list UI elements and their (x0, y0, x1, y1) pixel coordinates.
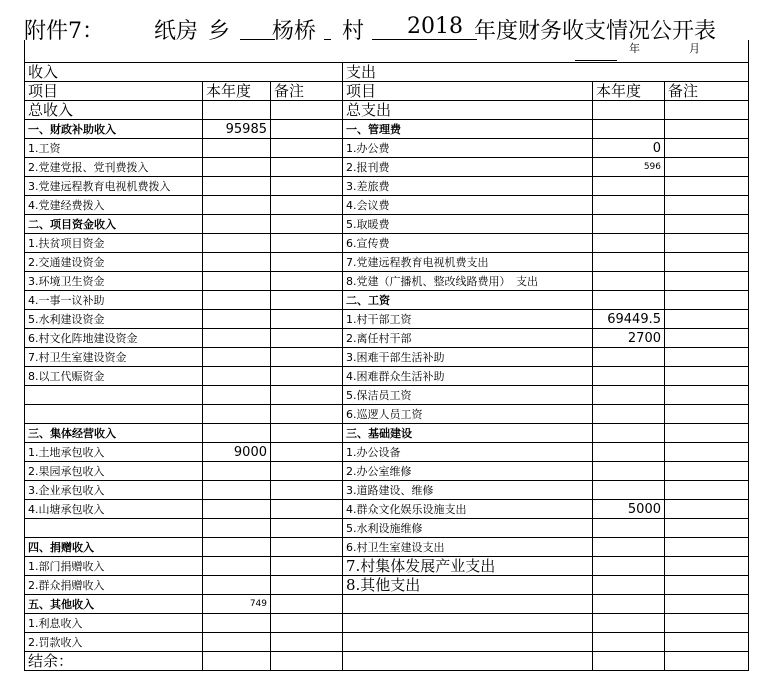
income-item: 4.党建经费拨入 (25, 196, 203, 215)
income-item: 三、集体经营收入 (25, 424, 203, 443)
section-header-row (25, 63, 749, 82)
expense-value (593, 519, 665, 538)
expense-remark-header: 备注 (665, 82, 749, 101)
income-item: 五、其他收入 (25, 595, 203, 614)
income-remark (271, 291, 343, 310)
expense-item: 7.村集体发展产业支出 (343, 557, 593, 576)
income-item: 7.村卫生室建设资金 (25, 348, 203, 367)
income-item: 3.企业承包收入 (25, 481, 203, 500)
income-item: 8.以工代赈资金 (25, 367, 203, 386)
expense-remark (665, 424, 749, 443)
expense-item: 8.党建（广播机、整改线路费用） 支出 (343, 272, 593, 291)
expense-remark (665, 367, 749, 386)
table-row (25, 120, 749, 139)
income-value: 749 (203, 595, 271, 614)
total-expense-remark (665, 101, 749, 120)
table-row (25, 386, 749, 405)
date-blank-line (575, 60, 617, 61)
expense-item: 6.巡逻人员工资 (343, 405, 593, 424)
expense-value: 2700 (593, 329, 665, 348)
expense-value (593, 557, 665, 576)
expense-remark (665, 120, 749, 139)
table-row (25, 196, 749, 215)
title-prefix: 附件7： (24, 19, 104, 44)
title-cun: 村 (342, 19, 365, 44)
expense-value: 0 (593, 139, 665, 158)
expense-item: 2.办公室维修 (343, 462, 593, 481)
expense-value (593, 177, 665, 196)
expense-header: 支出 (343, 63, 749, 82)
expense-item (343, 633, 593, 652)
expense-item (343, 595, 593, 614)
income-value (203, 538, 271, 557)
expense-item: 3.困难干部生活补助 (343, 348, 593, 367)
income-remark (271, 443, 343, 462)
expense-remark (665, 253, 749, 272)
income-remark-header: 备注 (271, 82, 343, 101)
income-value (203, 367, 271, 386)
expense-value (593, 576, 665, 595)
income-item: 1.工资 (25, 139, 203, 158)
income-item: 二、项目资金收入 (25, 215, 203, 234)
income-remark (271, 215, 343, 234)
expense-remark (665, 481, 749, 500)
expense-this-year-header: 本年度 (593, 82, 665, 101)
expense-remark (665, 196, 749, 215)
table-row (25, 633, 749, 652)
expense-value (593, 215, 665, 234)
expense-item: 5.水利设施维修 (343, 519, 593, 538)
expense-item: 4.群众文化娱乐设施支出 (343, 500, 593, 519)
expense-remark (665, 234, 749, 253)
income-item: 3.党建远程教育电视机费拨入 (25, 177, 203, 196)
income-value (203, 481, 271, 500)
income-value (203, 424, 271, 443)
expense-remark (665, 139, 749, 158)
income-value (203, 519, 271, 538)
income-value (203, 234, 271, 253)
expense-value (593, 120, 665, 139)
table-row (25, 348, 749, 367)
income-value (203, 215, 271, 234)
income-this-year-header: 本年度 (203, 82, 271, 101)
expense-remark (665, 291, 749, 310)
table-row (25, 481, 749, 500)
income-value (203, 158, 271, 177)
income-value: 95985 (203, 120, 271, 139)
table-row (25, 405, 749, 424)
table-row (25, 462, 749, 481)
income-item: 2.罚款收入 (25, 633, 203, 652)
totals-row (25, 101, 749, 120)
expense-remark (665, 158, 749, 177)
table-row (25, 177, 749, 196)
income-value (203, 291, 271, 310)
income-value (203, 348, 271, 367)
income-item: 1.扶贫项目资金 (25, 234, 203, 253)
expense-remark (665, 633, 749, 652)
income-value (203, 462, 271, 481)
expense-remark (665, 576, 749, 595)
expense-value (593, 614, 665, 633)
income-value (203, 576, 271, 595)
expense-item: 6.宣传费 (343, 234, 593, 253)
expense-value (593, 386, 665, 405)
income-remark (271, 614, 343, 633)
table-row (25, 443, 749, 462)
income-value (203, 139, 271, 158)
expense-remark (665, 443, 749, 462)
expense-remark (665, 462, 749, 481)
date-nian: 年 (629, 42, 640, 55)
income-value: 9000 (203, 443, 271, 462)
total-income-value (203, 101, 271, 120)
expense-remark (665, 272, 749, 291)
expense-item: 三、基础建设 (343, 424, 593, 443)
table-row (25, 367, 749, 386)
expense-remark (665, 519, 749, 538)
expense-value: 5000 (593, 500, 665, 519)
column-header-row (25, 82, 749, 101)
table-row (25, 253, 749, 272)
table-row (25, 519, 749, 538)
title-township: 纸房 (154, 19, 199, 44)
expense-item: 5.保洁员工资 (343, 386, 593, 405)
income-value (203, 557, 271, 576)
title-underline-1 (240, 14, 275, 40)
table-row (25, 291, 749, 310)
date-row (25, 40, 749, 63)
title-year-underline (372, 14, 477, 40)
income-remark (271, 500, 343, 519)
total-expense-value (593, 101, 665, 120)
income-item: 2.党建党报、党刊费拨入 (25, 158, 203, 177)
income-value (203, 310, 271, 329)
income-remark (271, 348, 343, 367)
table-row (25, 215, 749, 234)
income-header: 收入 (25, 63, 343, 82)
income-remark (271, 557, 343, 576)
income-item (25, 386, 203, 405)
income-remark (271, 310, 343, 329)
expense-value (593, 272, 665, 291)
income-item: 一、财政补助收入 (25, 120, 203, 139)
expense-value: 69449.5 (593, 310, 665, 329)
total-income-remark (271, 101, 343, 120)
expense-value (593, 348, 665, 367)
expense-item: 3.道路建设、维修 (343, 481, 593, 500)
expense-remark (665, 386, 749, 405)
income-remark (271, 462, 343, 481)
income-remark (271, 196, 343, 215)
expense-item: 4.困难群众生活补助 (343, 367, 593, 386)
income-item (25, 519, 203, 538)
income-remark (271, 386, 343, 405)
expense-item: 一、管理费 (343, 120, 593, 139)
expense-item: 3.差旅费 (343, 177, 593, 196)
income-item: 2.交通建设资金 (25, 253, 203, 272)
table-row (25, 424, 749, 443)
expense-item: 5.取暖费 (343, 215, 593, 234)
title-village: 杨桥 (272, 19, 317, 44)
expense-remark (665, 329, 749, 348)
income-item: 6.村文化阵地建设资金 (25, 329, 203, 348)
income-remark (271, 272, 343, 291)
income-item: 1.土地承包收入 (25, 443, 203, 462)
date-yue: 月 (689, 42, 700, 55)
expense-remark (665, 652, 749, 671)
expense-remark (665, 177, 749, 196)
expense-remark (665, 215, 749, 234)
finance-table (24, 40, 749, 671)
income-value (203, 196, 271, 215)
income-value (203, 652, 271, 671)
expense-remark (665, 310, 749, 329)
expense-remark (665, 348, 749, 367)
title-underline-2 (324, 14, 331, 40)
table-row (25, 595, 749, 614)
income-remark (271, 595, 343, 614)
table-row (25, 234, 749, 253)
income-item: 5.水利建设资金 (25, 310, 203, 329)
expense-item: 1.村干部工资 (343, 310, 593, 329)
expense-value (593, 405, 665, 424)
income-remark (271, 120, 343, 139)
total-income-label: 总收入 (25, 101, 203, 120)
income-item (25, 405, 203, 424)
table-row (25, 500, 749, 519)
income-remark (271, 633, 343, 652)
expense-remark (665, 614, 749, 633)
income-value (203, 614, 271, 633)
income-value (203, 633, 271, 652)
expense-remark (665, 500, 749, 519)
expense-value (593, 253, 665, 272)
table-row (25, 614, 749, 633)
expense-item: 2.报刊费 (343, 158, 593, 177)
income-remark (271, 538, 343, 557)
expense-value (593, 196, 665, 215)
income-remark (271, 576, 343, 595)
expense-remark (665, 538, 749, 557)
expense-item: 7.党建远程教育电视机费支出 (343, 253, 593, 272)
income-item: 1.部门捐赠收入 (25, 557, 203, 576)
expense-value (593, 595, 665, 614)
income-remark (271, 329, 343, 348)
income-remark (271, 158, 343, 177)
table-row (25, 557, 749, 576)
income-item-header: 项目 (25, 82, 203, 101)
expense-value (593, 443, 665, 462)
expense-value (593, 462, 665, 481)
income-remark (271, 405, 343, 424)
income-remark (271, 481, 343, 500)
expense-value (593, 424, 665, 443)
income-item: 结余： (25, 652, 203, 671)
expense-value (593, 481, 665, 500)
expense-remark (665, 557, 749, 576)
table-row (25, 139, 749, 158)
expense-item: 4.会议费 (343, 196, 593, 215)
table-row (25, 652, 749, 671)
income-remark (271, 253, 343, 272)
income-value (203, 405, 271, 424)
income-remark (271, 424, 343, 443)
expense-remark (665, 595, 749, 614)
expense-item (343, 652, 593, 671)
expense-value (593, 538, 665, 557)
income-value (203, 177, 271, 196)
table-row (25, 329, 749, 348)
income-item: 四、捐赠收入 (25, 538, 203, 557)
expense-value (593, 367, 665, 386)
expense-item: 二、工资 (343, 291, 593, 310)
table-row (25, 576, 749, 595)
expense-value (593, 633, 665, 652)
income-item: 4.一事一议补助 (25, 291, 203, 310)
expense-item: 1.办公费 (343, 139, 593, 158)
expense-item-header: 项目 (343, 82, 593, 101)
expense-item: 1.办公设备 (343, 443, 593, 462)
expense-item: 8.其他支出 (343, 576, 593, 595)
income-item: 2.果园承包收入 (25, 462, 203, 481)
income-item: 2.群众捐赠收入 (25, 576, 203, 595)
table-row (25, 310, 749, 329)
income-value (203, 253, 271, 272)
expense-item: 6.村卫生室建设支出 (343, 538, 593, 557)
table-row (25, 158, 749, 177)
table-row (25, 538, 749, 557)
table-row (25, 272, 749, 291)
income-value (203, 272, 271, 291)
expense-remark (665, 405, 749, 424)
expense-value (593, 234, 665, 253)
income-value (203, 386, 271, 405)
title-xiang: 乡 (208, 19, 231, 44)
income-remark (271, 177, 343, 196)
expense-item (343, 614, 593, 633)
income-value (203, 329, 271, 348)
income-item: 4.山塘承包收入 (25, 500, 203, 519)
total-expense-label: 总支出 (343, 101, 593, 120)
income-remark (271, 652, 343, 671)
expense-value (593, 652, 665, 671)
expense-value (593, 291, 665, 310)
income-item: 3.环境卫生资金 (25, 272, 203, 291)
title-year: 2018 (406, 14, 463, 39)
expense-value: 596 (593, 158, 665, 177)
expense-item: 2.离任村干部 (343, 329, 593, 348)
income-remark (271, 234, 343, 253)
income-value (203, 500, 271, 519)
income-item: 1.利息收入 (25, 614, 203, 633)
title-suffix: 年度财务收支情况公开表 (474, 19, 717, 44)
income-remark (271, 367, 343, 386)
income-remark (271, 139, 343, 158)
income-remark (271, 519, 343, 538)
